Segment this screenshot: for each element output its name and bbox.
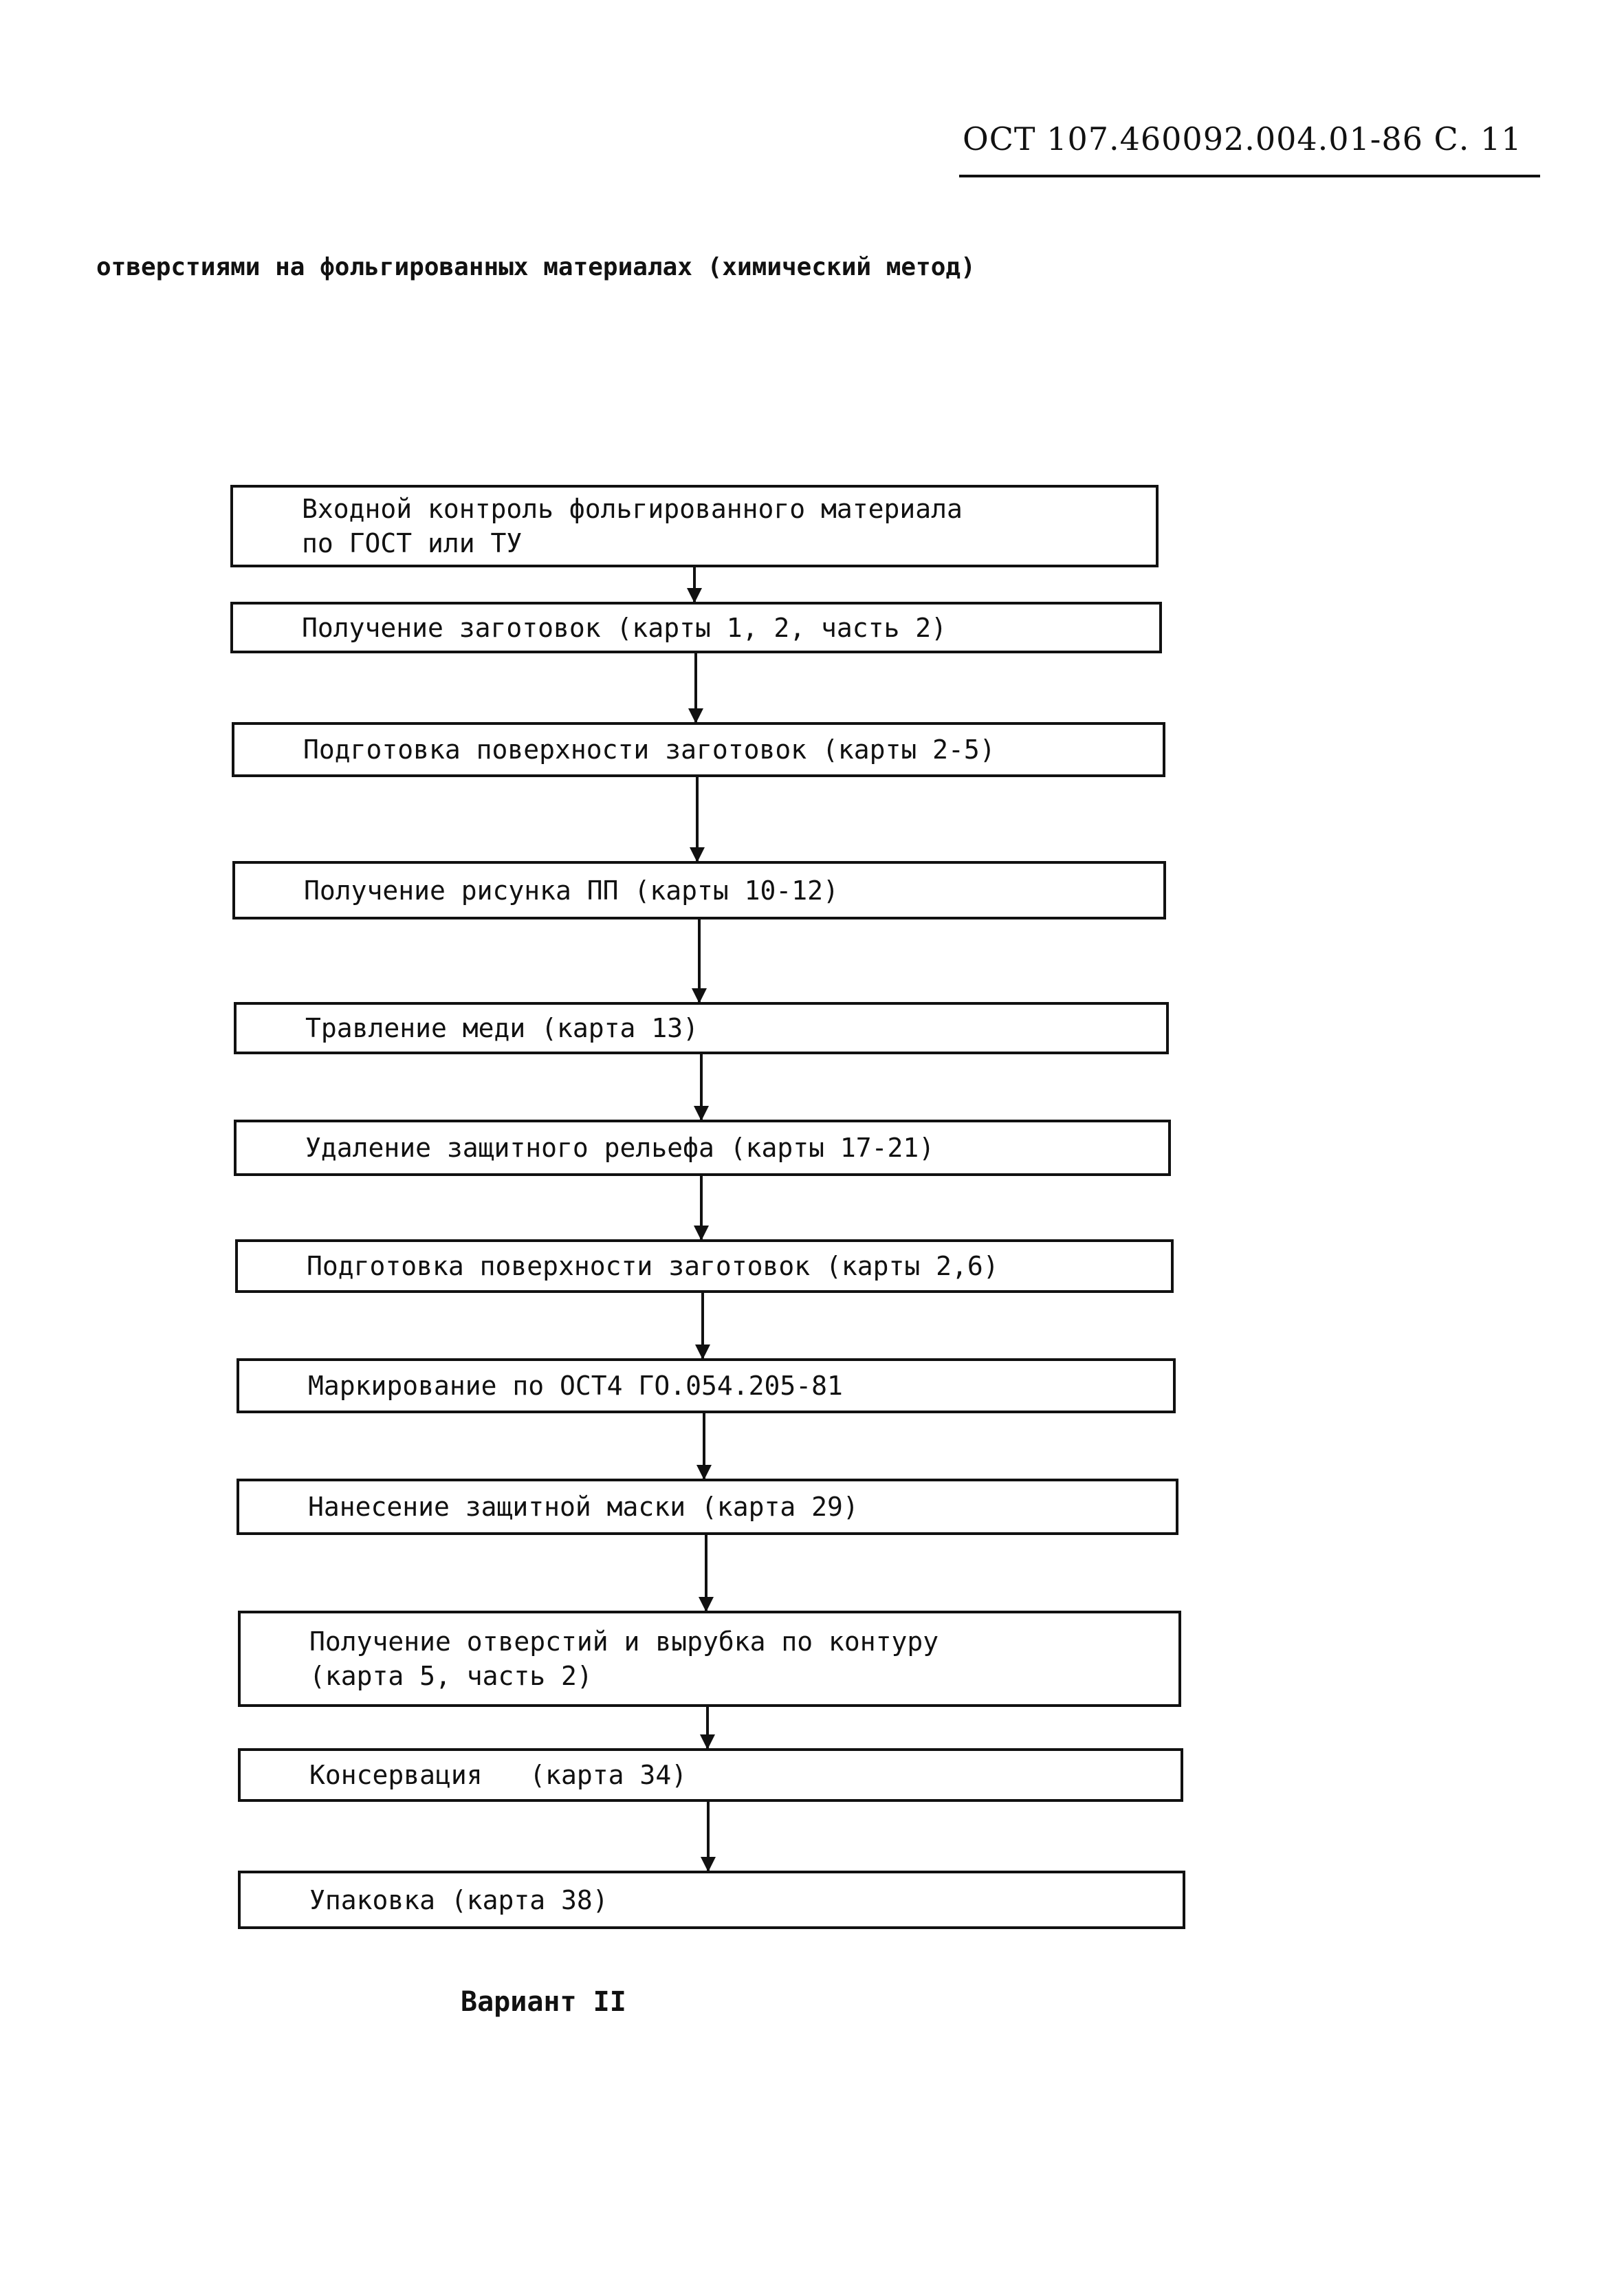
flow-step-10-line-1: Получение отверстий и вырубка по контуру <box>309 1626 939 1657</box>
flow-step-8 <box>237 1358 1176 1413</box>
flow-step-9-line-1: Нанесение защитной маски (карта 29) <box>308 1492 859 1522</box>
flow-step-11-line-1: Консервация (карта 34) <box>309 1760 688 1790</box>
flow-step-9 <box>237 1479 1178 1535</box>
flow-step-6 <box>234 1120 1171 1176</box>
variant-caption: Вариант II <box>461 1986 626 2018</box>
flow-step-6-line-1: Удаление защитного рельефа (карты 17-21) <box>305 1133 935 1163</box>
flow-step-2-line-1: Получение заготовок (карты 1, 2, часть 2) <box>302 612 947 643</box>
flow-arrow <box>700 1176 703 1239</box>
flow-step-12-line-1: Упаковка (карта 38) <box>309 1884 608 1915</box>
flow-arrow <box>706 1707 709 1748</box>
flow-step-1-line-2: по ГОСТ или ТУ <box>302 528 523 558</box>
flow-step-10 <box>238 1611 1181 1707</box>
flow-step-7 <box>235 1239 1174 1293</box>
flow-arrow <box>696 777 699 861</box>
flow-step-11 <box>238 1748 1183 1802</box>
flow-step-2 <box>230 602 1162 653</box>
flow-step-4 <box>232 861 1166 919</box>
section-subtitle: отверстиями на фольгированных материалах (химический метод) <box>96 253 976 281</box>
flow-arrow <box>707 1802 710 1871</box>
flow-step-3-line-1: Подготовка поверхности заготовок (карты 2-5) <box>303 734 996 765</box>
flow-arrow <box>694 653 697 722</box>
flow-step-10-line-2: (карта 5, часть 2) <box>309 1661 593 1691</box>
flow-step-12 <box>238 1871 1185 1929</box>
flow-arrow <box>693 567 696 602</box>
document-reference: ОСТ 107.460092.004.01-86 С. 11 <box>963 120 1522 157</box>
flow-arrow <box>701 1293 704 1358</box>
flow-step-7-line-1: Подготовка поверхности заготовок (карты 2,6) <box>307 1251 999 1281</box>
flow-step-8-line-1: Маркирование по ОСТ4 ГО.054.205-81 <box>308 1371 843 1401</box>
flow-arrow <box>698 919 701 1002</box>
flow-step-1-line-1: Входной контроль фольгированного материала <box>302 494 963 524</box>
flow-step-3 <box>232 722 1165 777</box>
flow-step-1 <box>230 485 1159 567</box>
flow-step-5 <box>234 1002 1169 1054</box>
flow-step-4-line-1: Получение рисунка ПП (карты 10-12) <box>304 875 839 906</box>
flow-step-5-line-1: Травление меди (карта 13) <box>305 1013 699 1043</box>
flow-arrow <box>700 1054 703 1120</box>
flow-arrow <box>705 1535 707 1611</box>
flow-arrow <box>703 1413 705 1479</box>
